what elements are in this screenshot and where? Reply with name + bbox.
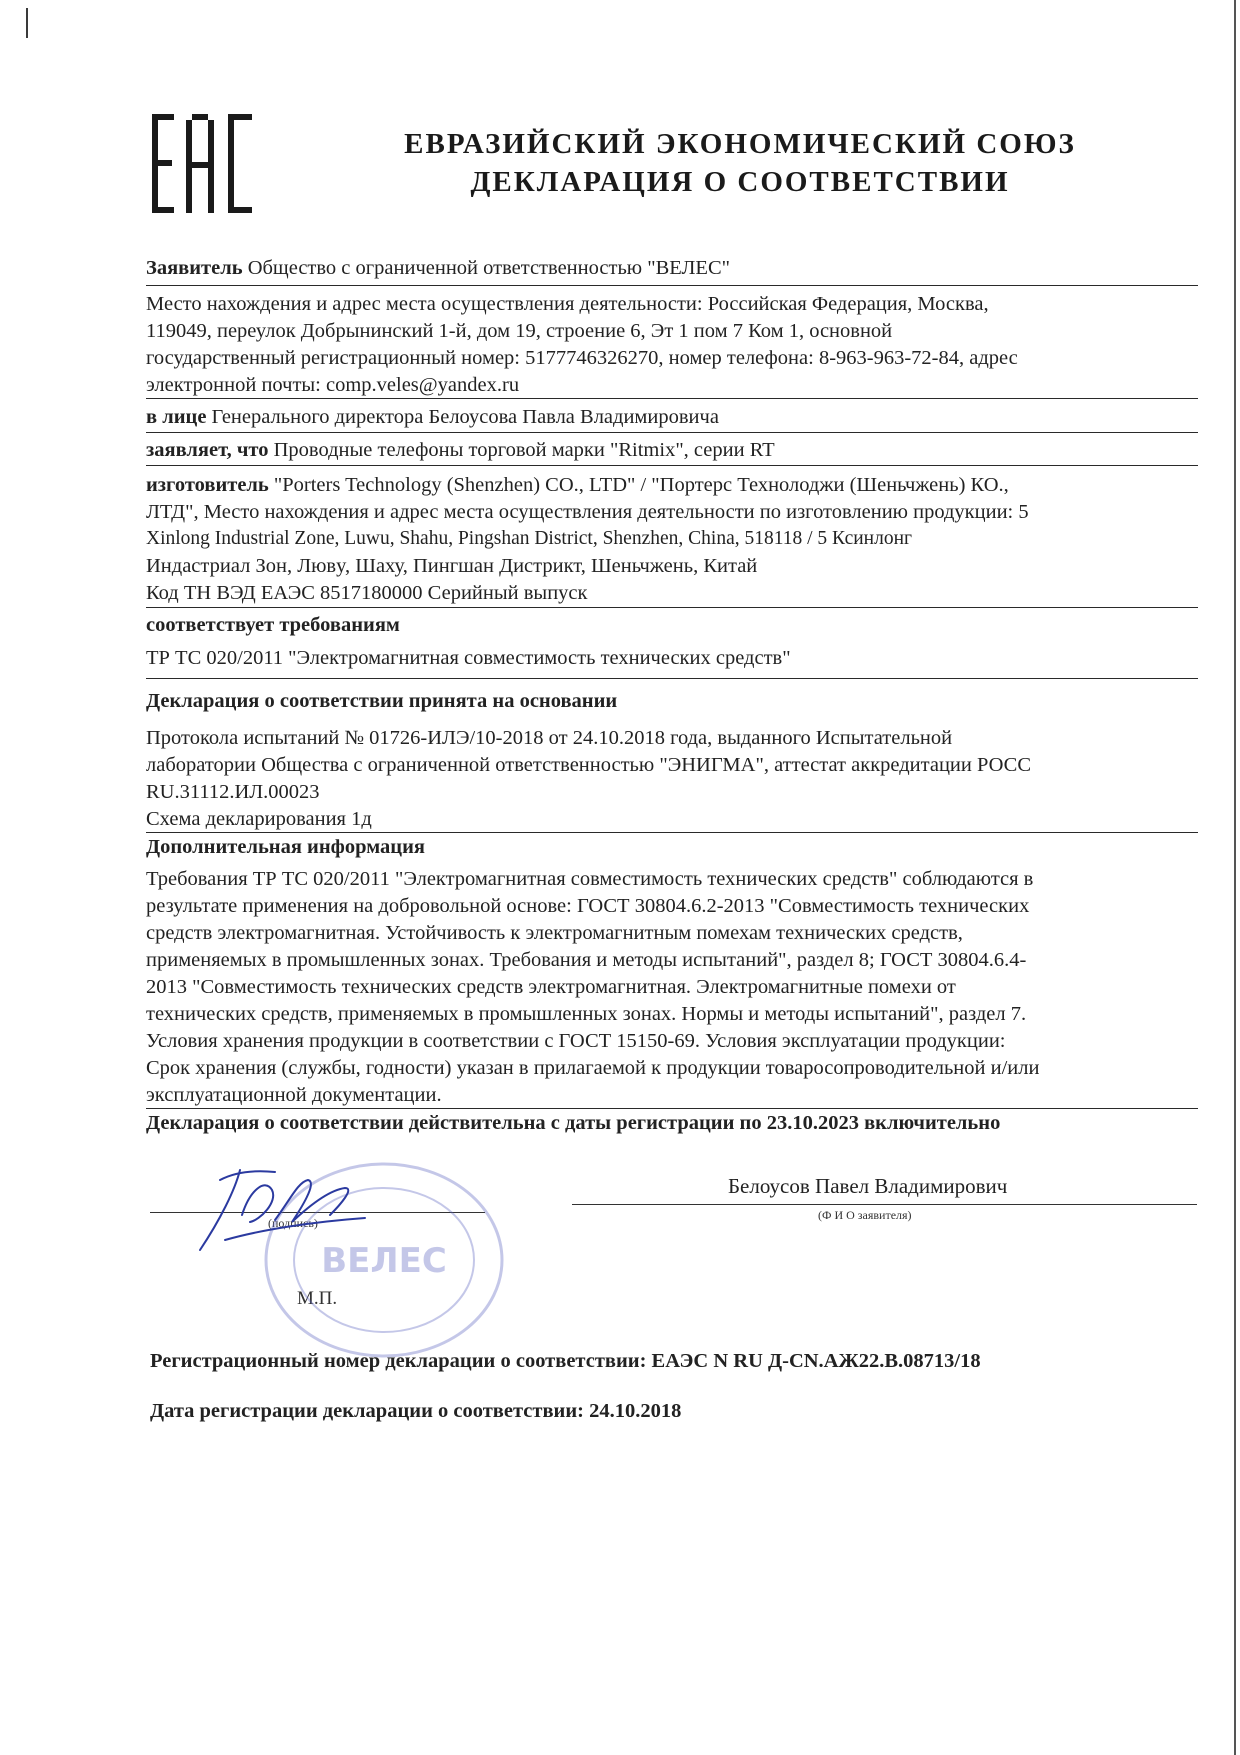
applicant-address-line-1: Место нахождения и адрес места осуществления деятельности: Российская Федерация, Москва,: [146, 293, 989, 315]
eac-logo-mark: [150, 112, 254, 215]
additional-rule: [146, 1108, 1198, 1109]
conforms-label: соответствует требованиям: [146, 614, 400, 636]
basis-scheme: Схема декларирования 1д: [146, 808, 372, 830]
registration-number: Регистрационный номер декларации о соответствии: ЕАЭС N RU Д-CN.АЖ22.В.08713/18: [150, 1350, 981, 1372]
registration-date: Дата регистрации декларации о соответствии: 24.10.2018: [150, 1400, 682, 1422]
additional-line-4: применяемых в промышленных зонах. Требования и методы испытаний", раздел 8; ГОСТ 30804.6.4-: [146, 949, 1027, 971]
representative-line: [146, 404, 719, 430]
basis-label: Декларация о соответствии принята на основании: [146, 690, 618, 712]
representative-label: в лице: [146, 406, 207, 428]
applicant-address-line-2: 119049, переулок Добрынинский 1-й, дом 19, строение 6, Эт 1 пом 7 Ком 1, основной: [146, 320, 893, 342]
header-union-title: ЕВРАЗИЙСКИЙ ЭКОНОМИЧЕСКИЙ СОЮЗ: [404, 128, 1076, 160]
manufacturer-line-4: Индастриал Зон, Лювy, Шаху, Пингшан Дистрикт, Шеньчжень, Китай: [146, 555, 758, 577]
manufacturer-rule: [146, 607, 1198, 608]
basis-line-3: RU.31112.ИЛ.00023: [146, 781, 320, 803]
additional-line-2: результате применения на добровольной основе: ГОСТ 30804.6.2-2013 "Совместимость технических: [146, 895, 1030, 917]
manufacturer-value: "Porters Technology (Shenzhen) CO., LTD" / "Портерс Технолоджи (Шеньчжень) КО.,: [268, 474, 1009, 496]
manufacturer-line-2: ЛТД", Место нахождения и адрес места осуществления деятельности по изготовлению продукции: 5: [146, 501, 1029, 523]
validity-line: Декларация о соответствии действительна с даты регистрации по 23.10.2023 включительно: [146, 1112, 1001, 1134]
applicant-label: Заявитель: [146, 257, 243, 279]
seal-label: М.П.: [297, 1288, 338, 1309]
eac-logo: [150, 112, 254, 215]
additional-line-1: Требования ТР ТС 020/2011 "Электромагнитная совместимость технических средств" соблюдаются в: [146, 868, 1034, 890]
declares-line: [146, 437, 775, 463]
stamp-text: ВЕЛЕС: [321, 1241, 447, 1281]
additional-label: Дополнительная информация: [146, 836, 425, 858]
additional-line-3: средств электромагнитная. Устойчивость к электромагнитным помехам технических средств,: [146, 922, 963, 944]
manufacturer-line-1: [146, 472, 1009, 498]
basis-line-2: лаборатории Общества с ограниченной ответственностью "ЭНИГМА", аттестат аккредитации РОСС: [146, 754, 1032, 776]
additional-line-8: Срок хранения (службы, годности) указан в прилагаемой к продукции товаросопроводительной и/или: [146, 1057, 1040, 1079]
additional-line-9: эксплуатационной документации.: [146, 1084, 442, 1106]
manufacturer-label: изготовитель: [146, 474, 269, 496]
representative-value: Генерального директора Белоусова Павла Владимировича: [206, 406, 719, 428]
applicant-rule: [146, 285, 1198, 286]
conforms-rule: [146, 678, 1198, 679]
declares-value: Проводные телефоны торговой марки "Ritmix", серии RT: [268, 439, 775, 461]
additional-line-6: технических средств, применяемых в промышленных зонах. Нормы и методы испытаний", раздел 7.: [146, 1003, 1027, 1025]
declares-rule: [146, 465, 1198, 466]
applicant-address-line-4: электронной почты: comp.veles@yandex.ru: [146, 374, 520, 396]
signature-caption: (подпись): [268, 1216, 318, 1230]
applicant-address-line-3: государственный регистрационный номер: 5177746326270, номер телефона: 8-963-963-72-84, адрес: [146, 347, 1018, 369]
scan-edge-right: [1234, 0, 1236, 1755]
basis-line-1: Протокола испытаний № 01726-ИЛЭ/10-2018 от 24.10.2018 года, выданного Испытательной: [146, 727, 953, 749]
applicant-full-name: Белоусов Павел Владимирович: [728, 1174, 1008, 1198]
hs-code-line: Код ТН ВЭД ЕАЭС 8517180000 Серийный выпуск: [146, 582, 588, 604]
representative-rule: [146, 432, 1198, 433]
conforms-value: ТР ТС 020/2011 "Электромагнитная совместимость технических средств": [146, 647, 791, 669]
scan-edge-mark-top: [26, 8, 28, 38]
manufacturer-line-3: Xinlong Industrial Zone, Luwu, Shahu, Pingshan District, Shenzhen, China, 518118 / 5 Ксинлонг: [146, 528, 913, 549]
basis-rule: [146, 832, 1198, 833]
address-rule: [146, 398, 1198, 399]
applicant-value: Общество с ограниченной ответственностью "ВЕЛЕС": [242, 257, 730, 279]
additional-line-5: 2013 "Совместимость технических средств электромагнитная. Электромагнитные помехи от: [146, 976, 956, 998]
applicant-line: [146, 255, 730, 281]
declares-label: заявляет, что: [146, 439, 269, 461]
name-caption: (Ф И О заявителя): [818, 1208, 912, 1222]
name-rule: [572, 1204, 1197, 1205]
additional-line-7: Условия хранения продукции в соответствии с ГОСТ 15150-69. Условия эксплуатации продукции:: [146, 1030, 1006, 1052]
header-declaration-title: ДЕКЛАРАЦИЯ О СООТВЕТСТВИИ: [470, 166, 1010, 198]
handwritten-signature: [180, 1160, 380, 1255]
